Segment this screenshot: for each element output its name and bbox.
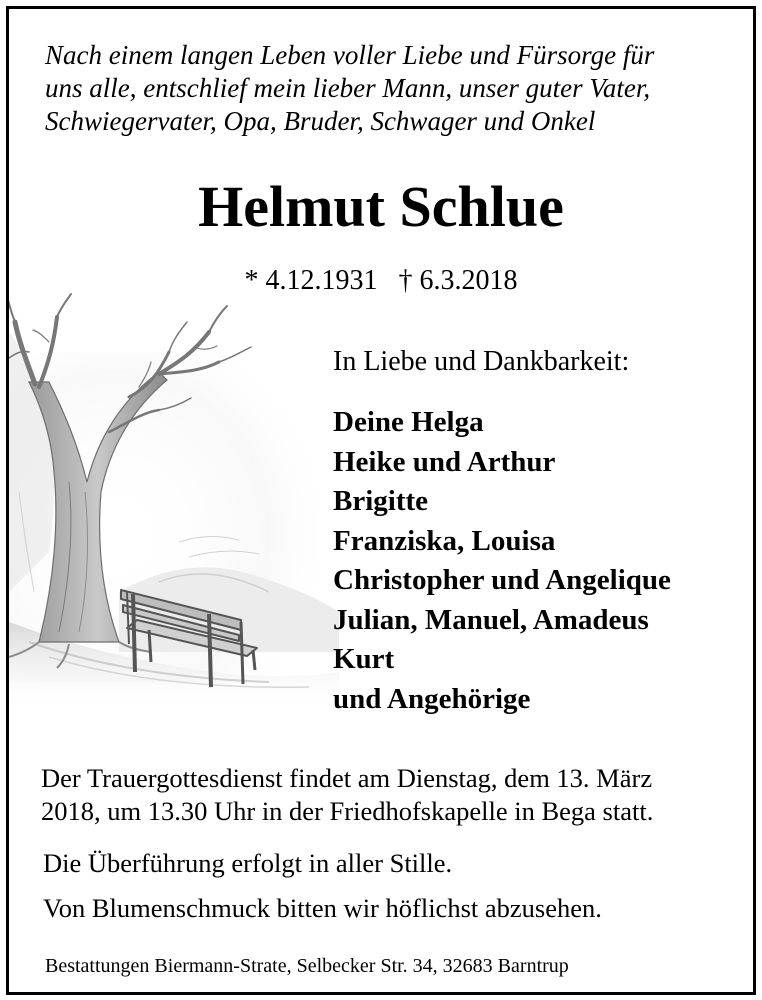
intro-line: Schwiegervater, Opa, Bruder, Schwager und Onkel [45,106,596,136]
death-date: † 6.3.2018 [398,265,518,296]
mourner-name: Brigitte [333,485,429,517]
mourner-name: Franziska, Louisa [333,524,556,557]
service-notice [41,762,731,828]
undertaker-address: Bestattungen Biermann-Strate, Selbecker Str. 34, 32683 Barntrup [45,955,569,977]
mourners-heading: In Liebe und Dankbarkeit: [333,346,630,377]
mourner-name: Deine Helga [333,406,484,438]
mourner-name: und Angehörige [333,682,531,715]
flowers-notice: Von Blumenschmuck bitten wir höflichst abzusehen. [43,893,602,923]
intro-line: Nach einem langen Leben voller Liebe und Fürsorge für [45,40,655,70]
service-line: 2018, um 13.30 Uhr in der Friedhofskapelle in Bega statt. [41,796,654,826]
mourners-list [333,403,671,719]
intro-line: uns alle, entschlief mein lieber Mann, unser guter Vater, [45,73,651,103]
mourner-name: Julian, Manuel, Amadeus [333,603,649,636]
transfer-notice: Die Überführung erfolgt in aller Stille. [43,848,453,878]
birth-date: * 4.12.1931 [244,265,378,296]
deceased-name: Helmut Schlue [198,174,564,239]
obituary-border [6,6,756,995]
intro-text [45,39,735,138]
mourner-name: Christopher und Angelique [333,564,671,596]
service-line: Der Trauergottesdienst findet am Dienstag, dem 13. März [41,763,653,793]
mourner-name: Kurt [333,643,395,675]
mourner-name: Heike und Arthur [333,445,556,478]
tree-and-bench-illustration [9,292,349,732]
